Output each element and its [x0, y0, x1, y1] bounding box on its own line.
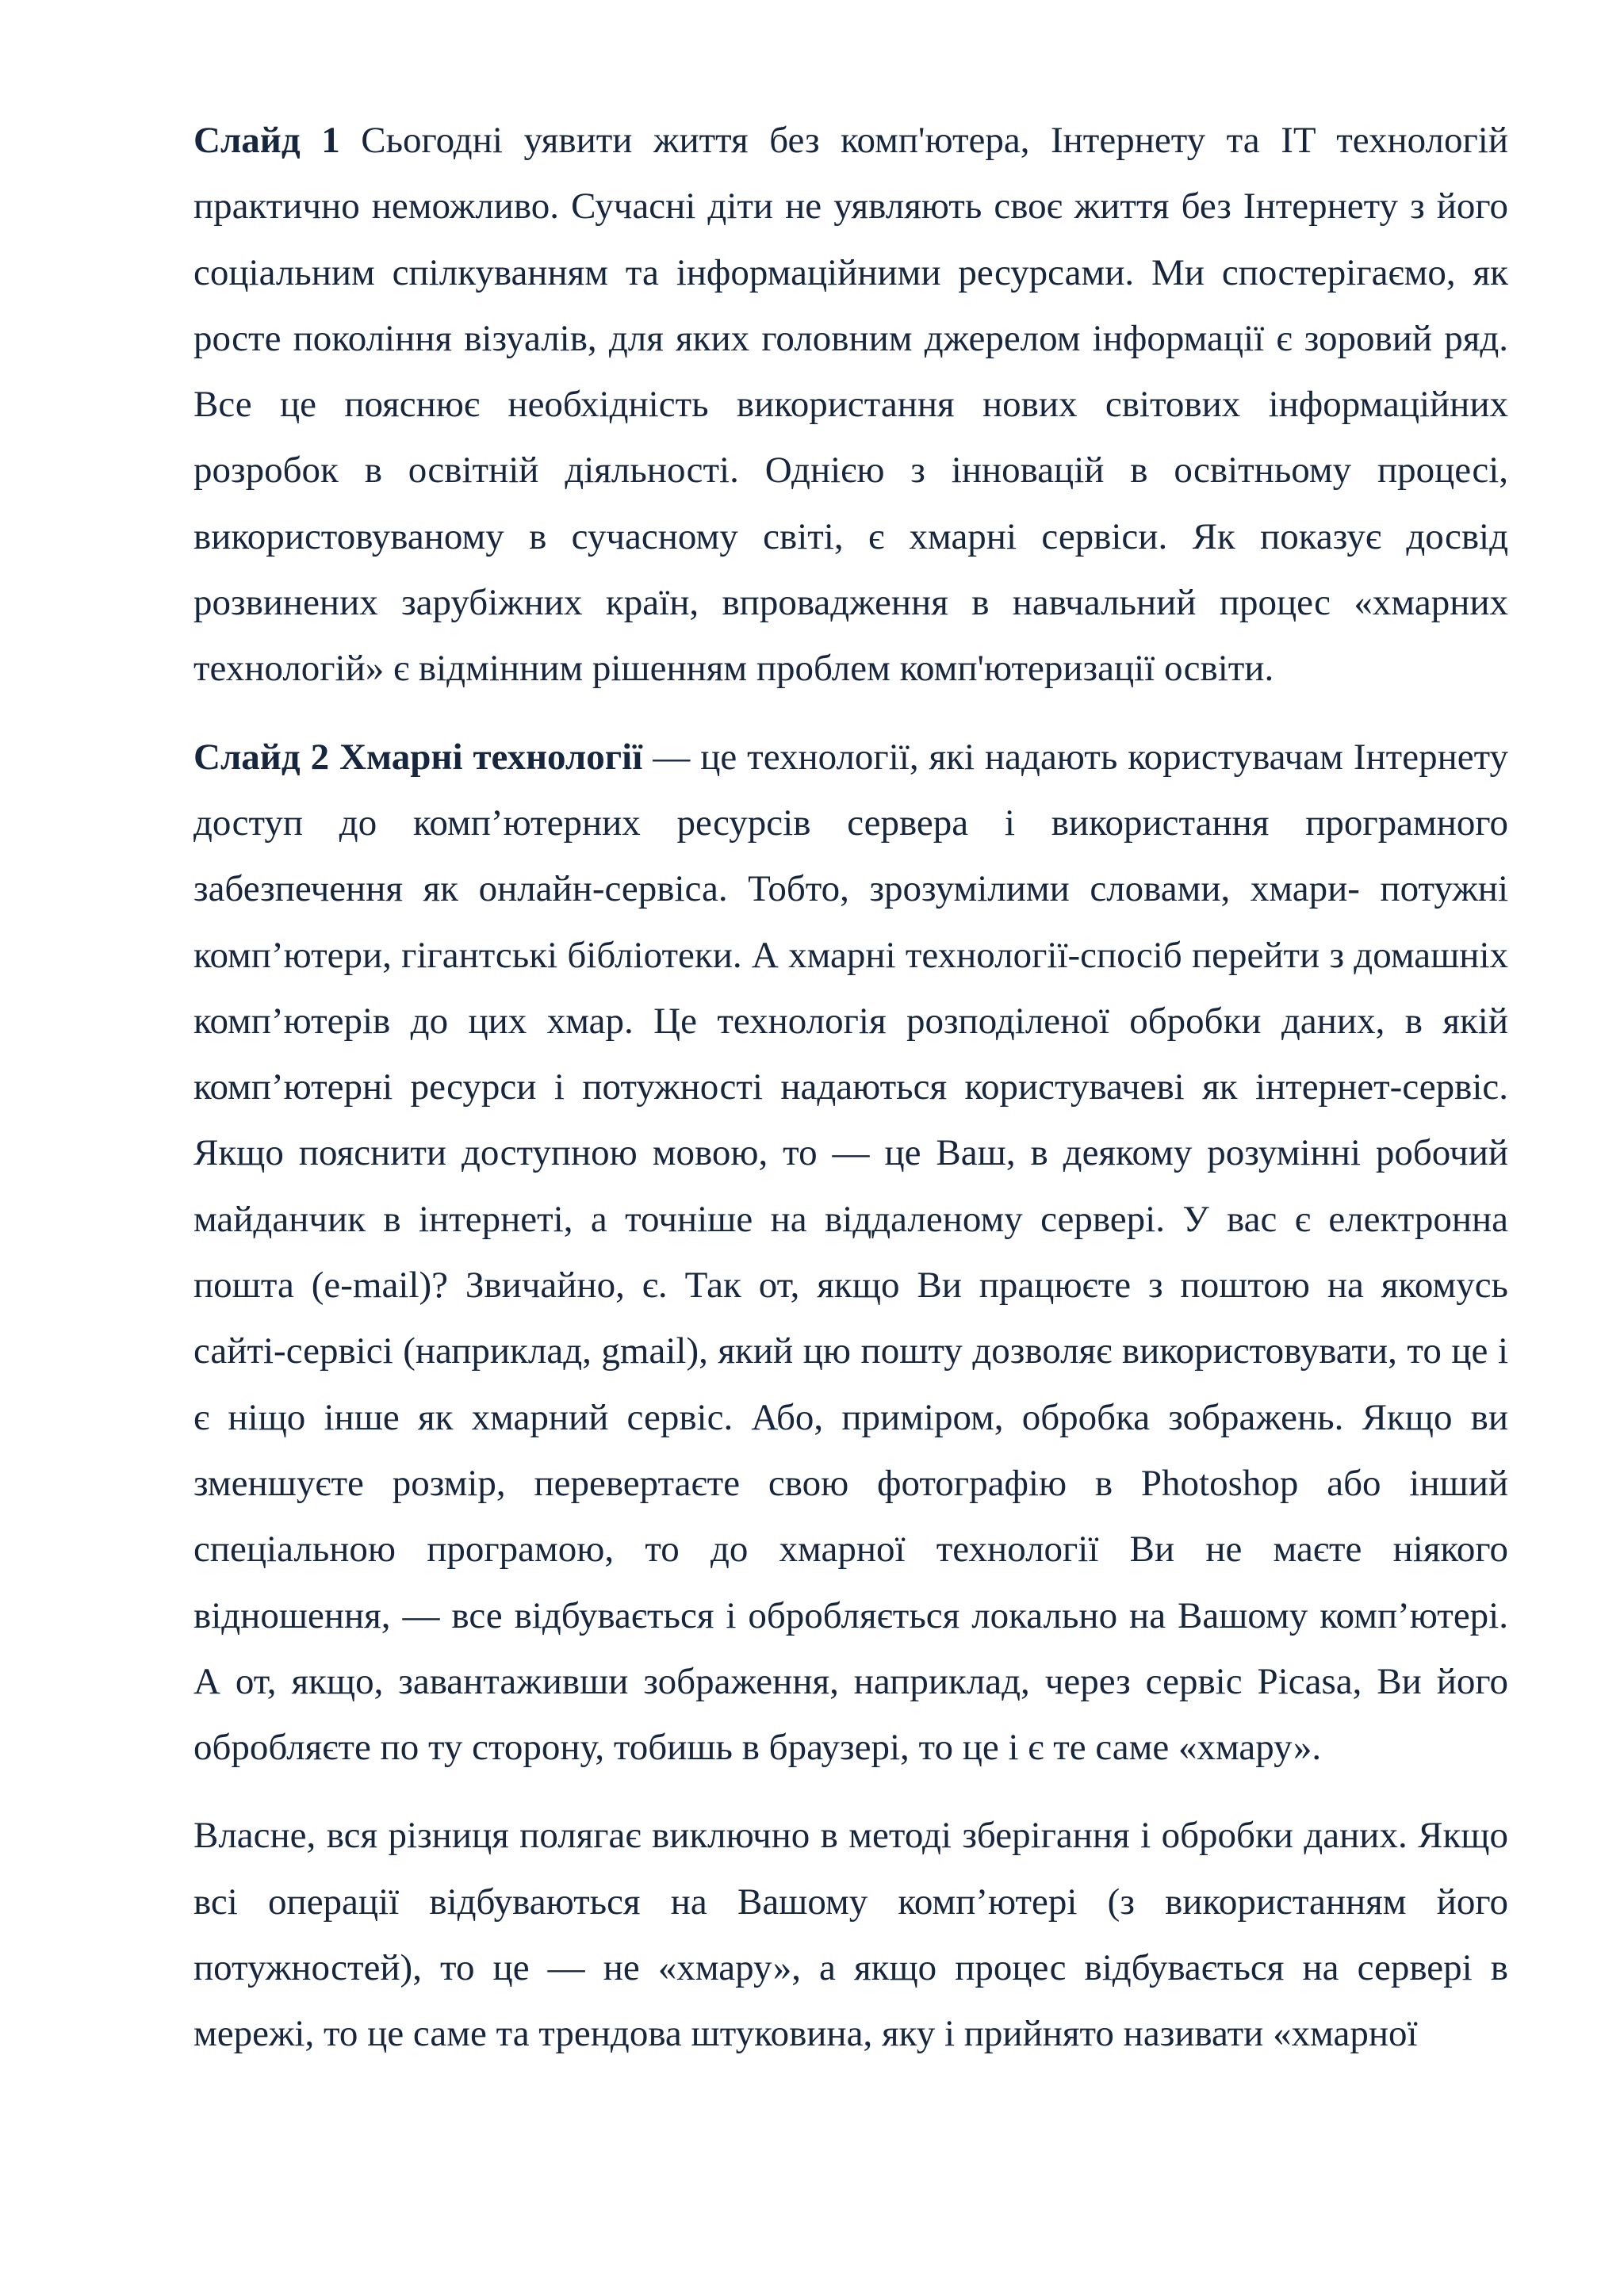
paragraph-slide-2: [193, 725, 1508, 1781]
slide-2-body: — це технології, які надають користувачам Інтернету доступ до комп’ютерних ресурсів сервера і використання програмного забезпечення як онлайн-сервіса. Тобто, зрозумілими словами, хмари- потужні комп’ютери, гігантські бібліотеки. А хмарні технології-спосіб перейти з домашніх комп’ютерів до цих хмар. Це технологія розподіленої обробки даних, в якій комп’ютерні ресурси і потужності надаються користувачеві як інтернет-сервіс. Якщо пояснити доступною мовою, то — це Ваш, в деякому розумінні робочий майданчик в інтернеті, а точніше на віддаленому сервері. У вас є електронна пошта (e-mail)? Звичайно, є. Так от, якщо Ви працюєте з поштою на якомусь сайті-сервісі (наприклад, gmail), який цю пошту дозволяє використовувати, то це і є ніщо інше як хмарний сервіс. Або, приміром, обробка зображень. Якщо ви зменшуєте розмір, перевертаєте свою фотографію в Photoshop або інший спеціальною програмою, то до хмарної технології Ви не маєте ніякого відношення, — все відбувається і обробляється локально на Вашому комп’ютері. А от, якщо, завантаживши зображення, наприклад, через сервіс Picasa, Ви його обробляєте по ту сторону, тобишь в браузері, то це і є те саме «хмару».: [193, 736, 1509, 1769]
text-column: [193, 108, 1508, 2068]
paragraph-3-body: Власне, вся різниця полягає виключно в методі зберігання і обробки даних. Якщо всі операції відбуваються на Вашому комп’ютері (з використанням його потужностей), то це — не «хмару», а якщо процес відбувається на сервері в мережі, то це саме та трендова штуковина, яку і прийнято називати «хмарної: [193, 1815, 1508, 2055]
paragraph-slide-1: [193, 108, 1508, 702]
paragraph-difference: [193, 1803, 1508, 2067]
slide-1-body: Сьогодні уявити життя без комп'ютера, Інтернету та IT технологій практично неможливо. Сучасні діти не уявляють своє життя без Інтернету з його соціальним спілкуванням та інформаційними ресурсами. Ми спостерігаємо, як росте покоління візуалів, для яких головним джерелом інформації є зоровий ряд. Все це пояснює необхідність використання нових світових інформаційних розробок в освітній діяльності. Однією з інновацій в освітньому процесі, використовуваному в сучасному світі, є хмарні сервіси. Як показує досвід розвинених зарубіжних країн, впровадження в навчальний процес «хмарних технологій» є відмінним рішенням проблем комп'ютеризації освіти.: [193, 120, 1508, 690]
slide-1-heading: Слайд 1: [193, 120, 340, 161]
slide-2-heading: Слайд 2 Хмарні технології: [193, 736, 643, 778]
